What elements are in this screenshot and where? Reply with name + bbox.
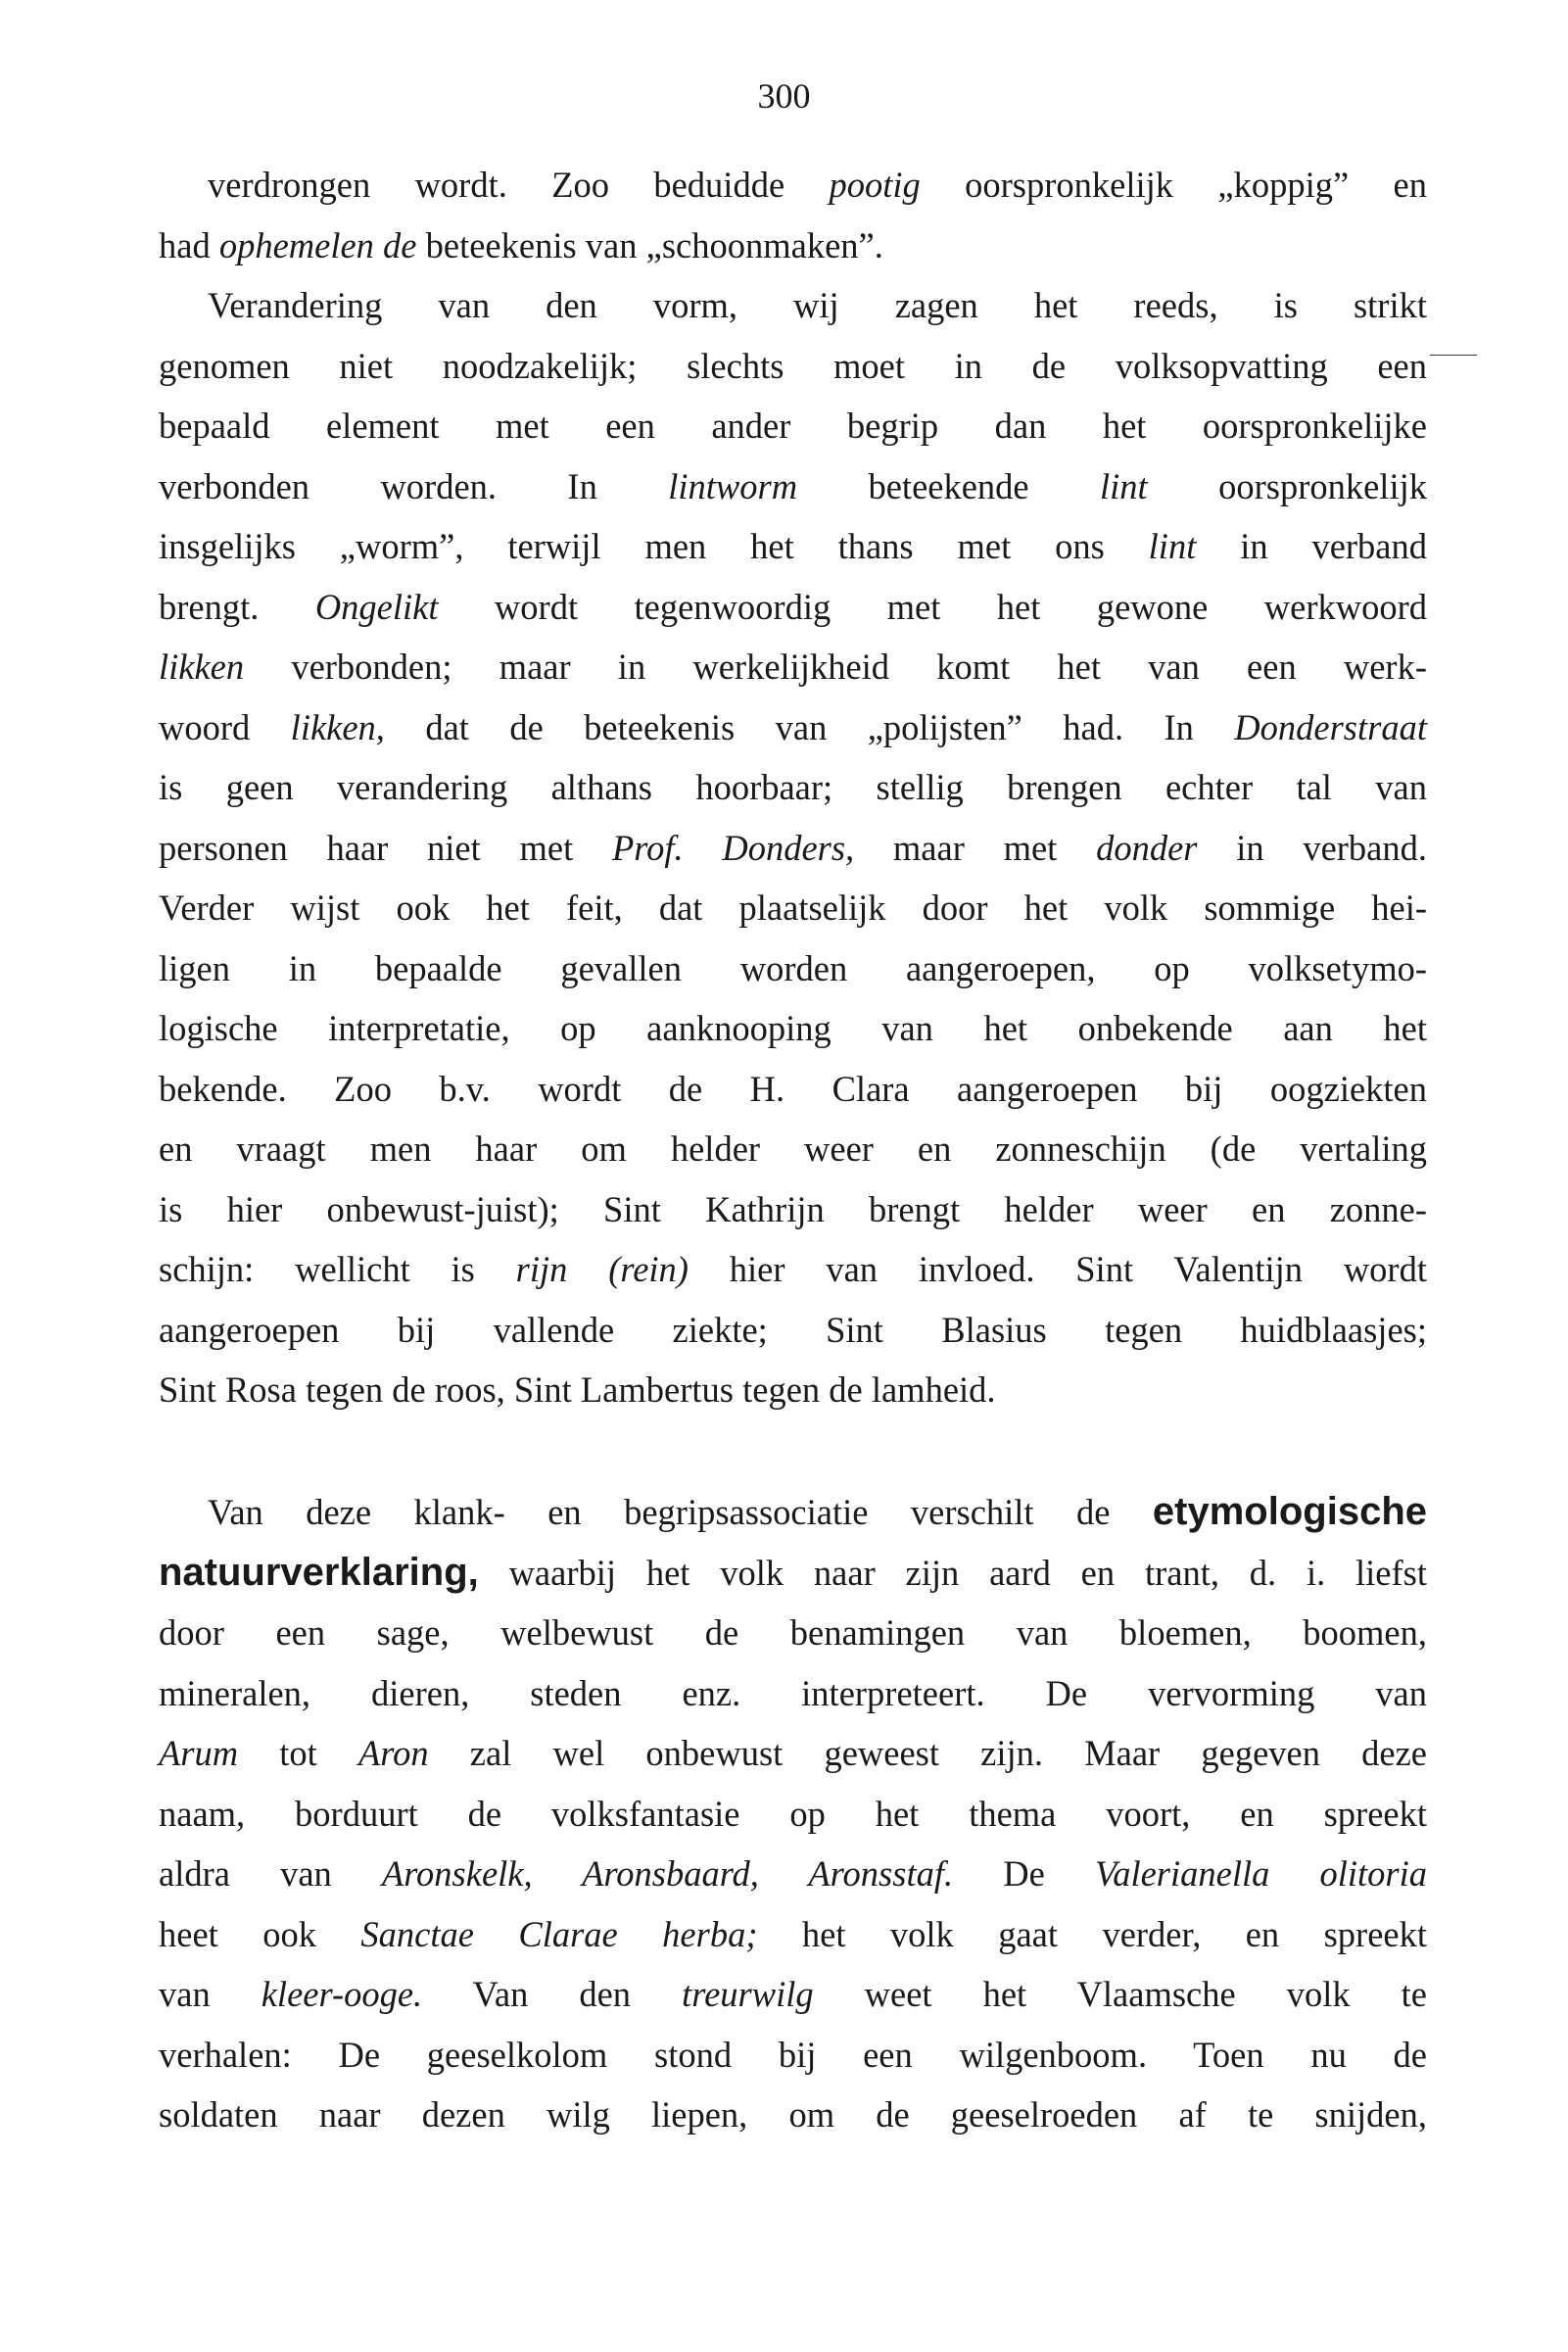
italic-term: Ongelikt	[314, 586, 439, 627]
text-line: aldra van Aronskelk, Aronsbaard, Aronsstaf. De Valerianella olitoria	[159, 1853, 1428, 1894]
italic-term: lintworm	[668, 465, 798, 506]
page-number: 300	[757, 76, 811, 116]
text-line: Arum tot Aron zal wel onbewust geweest zijn. Maar gegeven deze	[159, 1733, 1427, 1773]
text-line: Verder wijst ook het feit, dat plaatselijk door het volk sommige hei-	[159, 888, 1427, 928]
italic-term: lint	[1148, 526, 1197, 566]
text-line: likken verbonden; maar in werkelijkheid komt het van een werk-	[159, 647, 1427, 687]
italic-term: lint	[1100, 465, 1148, 506]
text-line: door een sage, welbewust de benamingen van bloemen, boomen,	[159, 1612, 1427, 1653]
text-line: van kleer-ooge. Van den treurwilg weet het Vlaamsche volk te	[159, 1974, 1427, 2014]
text-line: soldaten naar dezen wilg liepen, om de geeselroeden af te snijden,	[159, 2094, 1427, 2135]
italic-term: Aronskelk, Aronsbaard, Aronsstaf.	[381, 1853, 954, 1894]
text-line: Sint Rosa tegen de roos, Sint Lambertus tegen de lamheid.	[159, 1369, 996, 1410]
italic-term: likken,	[290, 706, 385, 747]
text-line: woord likken, dat de beteekenis van „polijsten” had. In Donderstraat	[159, 706, 1427, 747]
italic-term: donder	[1096, 827, 1198, 868]
italic-term: Valerianella olitoria	[1094, 1853, 1428, 1894]
text-line: Van deze klank- en begripsassociatie verschilt de etymologische	[208, 1490, 1427, 1533]
text-line: naam, borduurt de volksfantasie op het thema voort, en spreekt	[159, 1793, 1427, 1834]
text-line: schijn: wellicht is rijn (rein) hier van invloed. Sint Valentijn wordt	[159, 1249, 1427, 1289]
paragraph-group-1	[159, 155, 1427, 1420]
text-line: is hier onbewust-juist); Sint Kathrijn brengt helder weer en zonne-	[159, 1188, 1427, 1229]
italic-term: kleer-ooge.	[261, 1974, 423, 2014]
italic-term: Prof. Donders,	[611, 827, 855, 868]
text-line: aangeroepen bij vallende ziekte; Sint Blasius tegen huidblaasjes;	[159, 1309, 1427, 1350]
text-line: had ophemelen de beteekenis van „schoonmaken”.	[159, 224, 883, 265]
bold-term: etymologische	[1152, 1490, 1427, 1533]
italic-term: likken	[159, 647, 245, 687]
text-line: personen haar niet met Prof. Donders, maar met donder in verband.	[159, 827, 1427, 868]
text-line: natuurverklaring, waarbij het volk naar zijn aard en trant, d. i. liefst	[159, 1550, 1427, 1594]
italic-term: Sanctae Clarae herba;	[360, 1913, 758, 1954]
text-line: mineralen, dieren, steden enz. interpreteert. De vervorming van	[159, 1672, 1427, 1713]
italic-term: pootig	[829, 165, 921, 205]
text-line: verhalen: De geeselkolom stond bij een wilgenboom. Toen nu de	[159, 2034, 1427, 2075]
paragraph-group-2	[159, 1482, 1427, 2145]
text-line: heet ook Sanctae Clarae herba; het volk gaat verder, en spreekt	[159, 1913, 1428, 1954]
text-line: Verandering van den vorm, wij zagen het reeds, is strikt	[208, 285, 1427, 325]
margin-rule	[1430, 355, 1477, 356]
italic-term: rijn (rein)	[515, 1249, 689, 1289]
italic-term: Arum	[159, 1733, 239, 1773]
text-line: logische interpretatie, op aanknooping van het onbekende aan het	[159, 1008, 1427, 1048]
italic-term: ophemelen de	[218, 224, 417, 265]
text-line: is geen verandering althans hoorbaar; stellig brengen echter tal van	[159, 767, 1427, 807]
text-line: ligen in bepaalde gevallen worden aangeroepen, op volksetymo-	[159, 947, 1427, 988]
text-line: bepaald element met een ander begrip dan het oorspronkelijke	[159, 406, 1427, 446]
text-line: brengt. Ongelikt wordt tegenwoordig met het gewone werkwoord	[159, 586, 1427, 627]
text-line: genomen niet noodzakelijk; slechts moet in de volksopvatting een	[159, 345, 1427, 386]
italic-term: Aron	[357, 1733, 429, 1773]
text-line: insgelijks „worm”, terwijl men het thans met ons lint in verband	[159, 526, 1428, 566]
italic-term: Donderstraat	[1234, 706, 1427, 747]
text-line: verbonden worden. In lintworm beteekende lint oorspronkelijk	[159, 465, 1427, 506]
text-line: verdrongen wordt. Zoo beduidde pootig oorspronkelijk „koppig” en	[208, 165, 1427, 205]
text-line: en vraagt men haar om helder weer en zonneschijn (de vertaling	[159, 1128, 1427, 1169]
text-line: bekende. Zoo b.v. wordt de H. Clara aangeroepen bij oogziekten	[159, 1068, 1427, 1109]
italic-term: treurwilg	[682, 1974, 814, 2014]
bold-term: natuurverklaring,	[159, 1550, 479, 1594]
